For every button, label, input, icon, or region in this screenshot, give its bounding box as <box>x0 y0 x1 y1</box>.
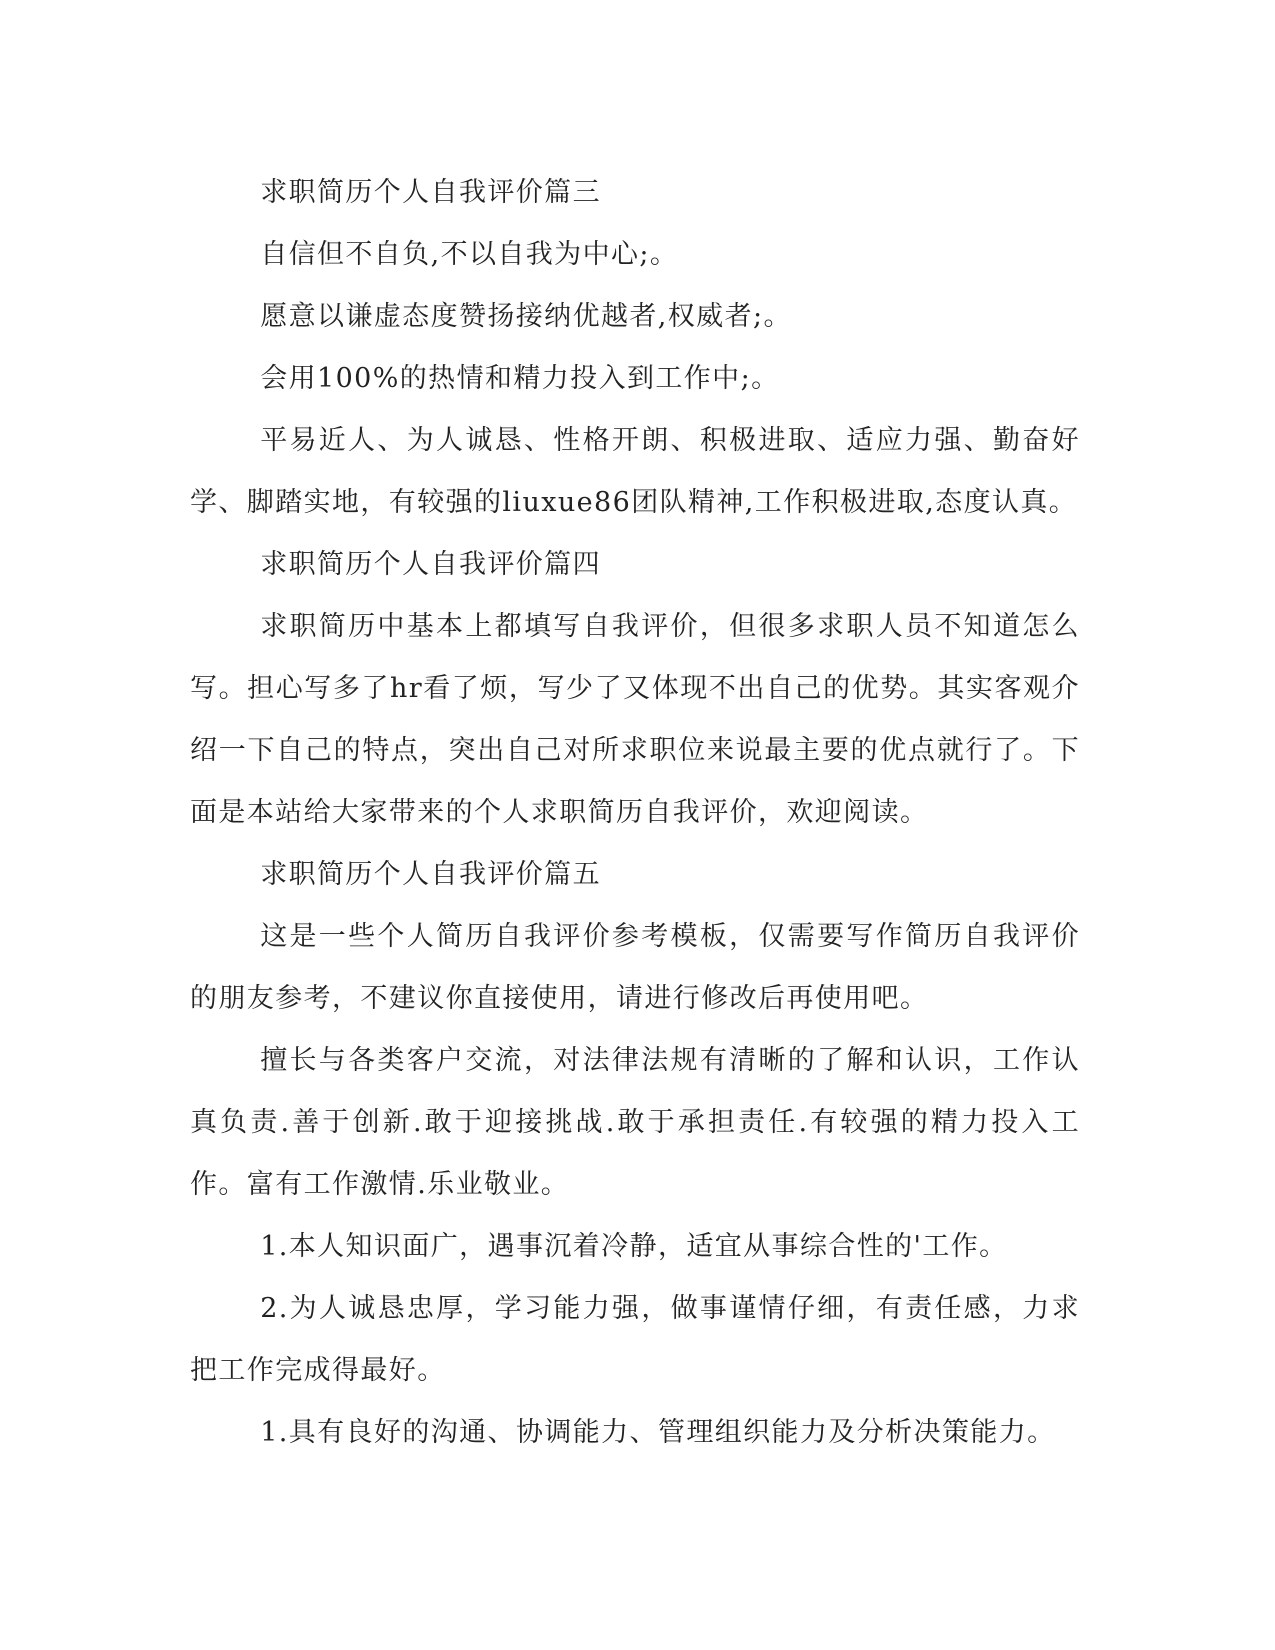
paragraph: 自信但不自负,不以自我为中心;。 <box>260 239 679 270</box>
paragraph: 擅长与各类客户交流，对法律法规有清晰的了解和认识，工作认真负责.善于创新.敢于迎接挑战.敢于承担责任.有较强的精力投入工作。富有工作激情.乐业敬业。 <box>190 1045 1080 1200</box>
paragraph: 求职简历中基本上都填写自我评价，但很多求职人员不知道怎么写。担心写多了hr看了烦，写少了又体现不出自己的优势。其实客观介绍一下自己的特点，突出自己对所求职位来说最主要的优点就行了。下面是本站给大家带来的个人求职简历自我评价，欢迎阅读。 <box>190 611 1080 828</box>
section-heading-3: 求职简历个人自我评价篇三 <box>260 177 601 208</box>
section-heading-5: 求职简历个人自我评价篇五 <box>260 859 601 890</box>
document-body <box>190 162 1080 1464</box>
list-item: 1.具有良好的沟通、协调能力、管理组织能力及分析决策能力。 <box>260 1417 1056 1448</box>
section-heading-4: 求职简历个人自我评价篇四 <box>260 549 601 580</box>
paragraph: 愿意以谦虚态度赞扬接纳优越者,权威者;。 <box>260 301 792 332</box>
list-item: 2.为人诚恳忠厚，学习能力强，做事谨情仔细，有责任感，力求把工作完成得最好。 <box>190 1293 1080 1386</box>
paragraph: 这是一些个人简历自我评价参考模板，仅需要写作简历自我评价的朋友参考，不建议你直接使用，请进行修改后再使用吧。 <box>190 921 1080 1014</box>
paragraph: 平易近人、为人诚恳、性格开朗、积极进取、适应力强、勤奋好学、脚踏实地，有较强的liuxue86团队精神,工作积极进取,态度认真。 <box>190 425 1080 518</box>
list-item: 1.本人知识面广，遇事沉着冷静，适宜从事综合性的'工作。 <box>260 1231 1008 1262</box>
paragraph: 会用100%的热情和精力投入到工作中;。 <box>260 363 780 394</box>
